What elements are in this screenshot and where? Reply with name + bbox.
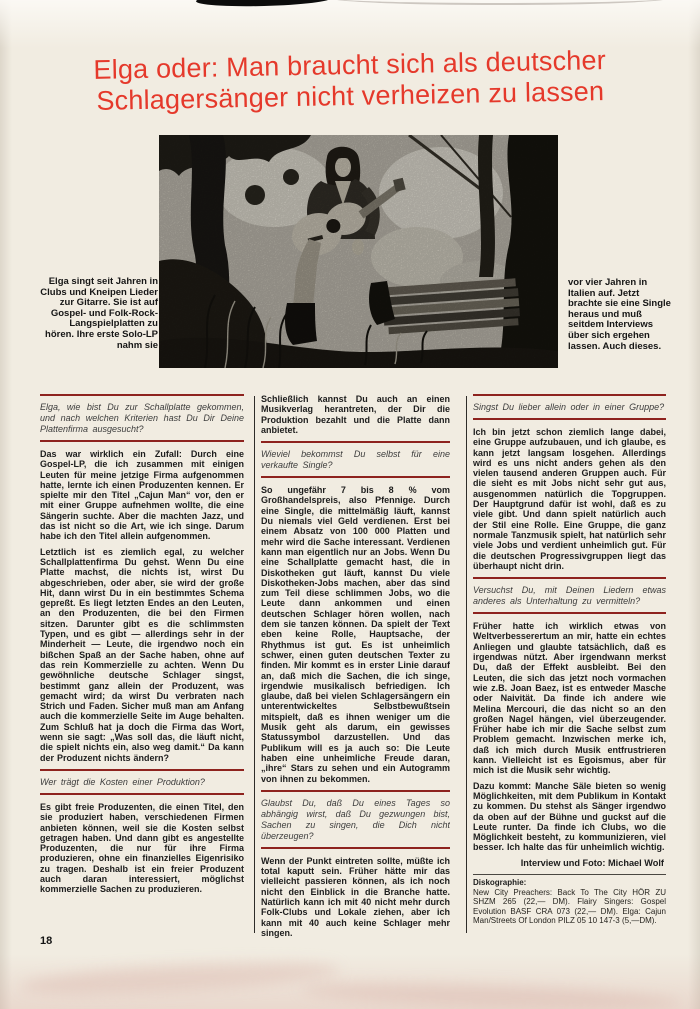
paper-smudge [20,957,341,1000]
previous-page-bleed-mark [196,0,332,8]
interview-answer: Es gibt freie Produzenten, die einen Titel, den sie produziert haben, verschiedenen Firmen anbieten können, weil sie die Kosten selbst getragen haben. Und dann gibt es angestellte Produzenten, die nur für ihre Firma produzieren, ohne ein finanzielles Eigenrisiko zu tragen. Deshalb ist ein freier Produzent auch daran interessiert, möglichst kommerzielle Sachen zu produzieren. [40,801,244,895]
interview-question: Singst Du lieber allein oder in einer Gruppe? [473,394,666,420]
interview-answer: Ich bin jetzt schon ziemlich lange dabei, eine Gruppe aufzubauen, und ich glaube, es kann jetzt langsam losgehen. Allerdings wird es uns nicht anders gehen als den vielen tausend anderen Gruppen auch. Für die sieht es mit Jobs nicht sehr gut aus, ausgenommen natürlich die Topgruppen. Der Hauptgrund dafür ist wohl, daß es zu viele gibt. Und dann spielt natürlich auch der Stil eine Rolle. Eine Gruppe, die ganz normale Tanzmusik spielt, hat natürlich sehr viele Jobs und verdient unheimlich gut. Für die deutschen Progressivgruppen liegt das überhaupt nicht drin. [473,427,666,571]
interview-answer: Letztlich ist es ziemlich egal, zu welcher Schallplattenfirma Du gehst. Wenn Du eine Platte machst, die nichts ist, wirst Du abgeschrieben, oder aber, sie wird der große Hit, dann wirst Du in ein bestimmtes Schema gepreßt. Es liegt letzten Endes an den Leuten, an den Produzenten, die bei den Firmen sitzen. Darunter gibt es die schlimmsten Typen, und es gibt — allerdings sehr in der Minderheit — Leute, die irgendwo noch ein bißchen Spaß an der Sache haben, ohne auf das rein Kommerzielle zu achten. Wenn Du gewöhnliche deutsche Schlager singst, bestimmt ganz allein der Produzent, was gemacht wird; da wirst Du verbraten nach Strich und Faden. Sicher muß man am Anfang auch die kommerzielle Seite im Auge behalten. Zum Schluß hat ja doch die Firma das Wort, wenn sie sagt: „Was soll das, die läuft nicht, die spielt nichts ein, also weg damit.“ Da kann der Produzent nichts ändern? [40,546,244,763]
page-number: 18 [40,935,53,947]
article-title [0,43,700,118]
interview-answer: Früher hatte ich wirklich etwas von Weltverbesserertum an mir, hatte ein echtes Anliegen und glaubte tatsächlich, daß es irgendwas nützt. Aber irgendwann merkst Du, daß der Effekt ausbleibt. Bei den Leuten, die sich das jetzt noch vormachen wie z.B. Joan Baez, ist es entweder Masche oder Naivität. Da finde ich andere wie Melina Mercouri, die das nicht so an den großen Nagel hängen, viel überzeugender. Früher habe ich mir die Sache selbst zum Problem gemacht. Inzwischen merke ich, daß ich mich durch Musik entfrustrieren kann. Vielleicht ist es Egoismus, aber für mich ist die Musik sehr wichtig. [473,621,666,776]
discography-heading: Diskographie: [473,877,527,887]
interview-question: Versuchst Du, mit Deinen Liedern etwas anderes als Unterhaltung zu vermitteln? [473,577,666,614]
interview-answer: Wenn der Punkt eintreten sollte, müßte ich total kaputt sein. Früher hätte mir das vielleicht passieren können, als ich noch nicht den Einblick in die Branche hatte. Natürlich kann ich mit 40 nicht mehr durch Folk-Clubs und Lokale ziehen, aber ich kann mit 40 auch keine Schlager mehr singen. [261,855,450,938]
discography-entries: New City Preachers: Back To The City HÖR ZU SHZM 265 (22,— DM). Flairy Singers: Gospel Evolution BASF CRA 073 (22,— DM). Elga: Cajun Man/Streets Of London PILZ 05 10 147-3 (5,—DM). [473,887,666,925]
interview-question: Wieviel bekommst Du selbst für eine verkaufte Single? [261,441,450,478]
elga-photo [159,135,558,368]
column-divider-2 [466,396,467,933]
column-divider-1 [254,396,255,933]
interview-answer: Dazu kommt: Manche Säle bieten so wenig Möglichkeiten, mit dem Publikum in Kontakt zu kommen. Du stehst als Sänger irgendwo da oben auf der Bühne und guckst auf die Leute runter. Da finde ich Clubs, wo die Möglichkeit besteht, zu kommunizieren, viel besser. Ich halte das für unheimlich wichtig. [473,780,666,853]
interview-question: Glaubst Du, daß Du eines Tages so abhängig wirst, daß Du gezwungen bist, Sachen zu singen, die Dich nicht überzeugen? [261,790,450,849]
paper-smudge [300,978,681,1009]
discography-section [473,874,666,926]
interview-column-3 [473,394,666,939]
interview-answer: Schließlich kannst Du auch an einen Musikverlag herantreten, der Dir die Produktion bezahlt und die Platte dann anbietet. [261,394,450,435]
article-title-line1: Elga oder: Man braucht sich als deutscher [93,45,607,85]
interview-question: Wer trägt die Kosten einer Produktion? [40,769,244,795]
photo-caption-left: Elga singt seit Jahren in Clubs und Kneipen Lieder zur Gitarre. Sie ist auf Gospel- und Folk-Rock-Langspielplatten zu hören. Ihre erste Solo-LP nahm sie [40,276,158,351]
interview-credit: Interview und Foto: Michael Wolf [520,857,664,868]
page-curl-shadow [330,0,670,5]
photo-caption-right: vor vier Jahren in Italien auf. Jetzt brachte sie eine Single heraus und muß seitdem Interviews über sich ergehen lassen. Auch dieses. [568,277,671,352]
interview-column-2 [261,394,450,939]
interview-answer: So ungefähr 7 bis 8 % vom Großhandelspreis, also Pfennige. Durch eine Single, die mittelmäßig läuft, kannst Du niemals viel Geld verdienen. Erst bei einem Absatz von 100 000 Platten und mehr wird die Sache interessant. Verdienen kann man eigentlich nur an Jobs. Wenn Du eine Schallplatte gemacht hast, die in Diskotheken gut läuft, kannst Du viele Diskotheken-Jobs machen, aber das sind zum Teil diese schlimmen Jobs, wo die Leute dann ankommen und einen deutschen Schlager hören wollen, nach dem sie tanzen können. Da spielt der Text eben keine Rolle, Hauptsache, der Rhythmus ist gut. Es ist unheimlich schwer, einen guten deutschen Texter zu finden. Mir kommt es in erster Linie darauf an, daß mich die Sachen, die ich singe, irgendwie musikalisch befriedigen. Ich glaube, daß bei vielen Schlagersängern ein unterentwickeltes Selbstbewußtsein mitspielt, daß es ihnen weniger um die Musik geht als darum, ein gewisses Statussymbol darzustellen. Und das Publikum will es ja auch so: Die Leute haben eine unheimliche Freude daran, „ihre“ Stars zu sehen und ein Autogramm von ihnen zu bekommen. [261,485,450,784]
interview-column-1 [40,394,244,939]
interview-question: Elga, wie bist Du zur Schallplatte gekommen, und nach welchen Kriterien hast Du Dir Deine Plattenfirma ausgesucht? [40,394,244,442]
photo-illustration [159,135,558,368]
interview-answer: Das war wirklich ein Zufall: Durch eine Gospel-LP, die ich zusammen mit einigen Leuten für meine jetzige Firma aufgenommen hatte, lernte ich einen Produzenten kennen. Er spielte mir den Titel „Cajun Man“ vor, den er mit einer Gruppe aufnehmen wollte, die eine Sängerin suchte. Aber die machten Jazz, und das ist nicht so die Art, wie ich singe. Darum habe ich den Titel allein aufgenommen. [40,449,244,542]
article-title-line2: Schlagersänger nicht verheizen zu lassen [96,76,605,116]
